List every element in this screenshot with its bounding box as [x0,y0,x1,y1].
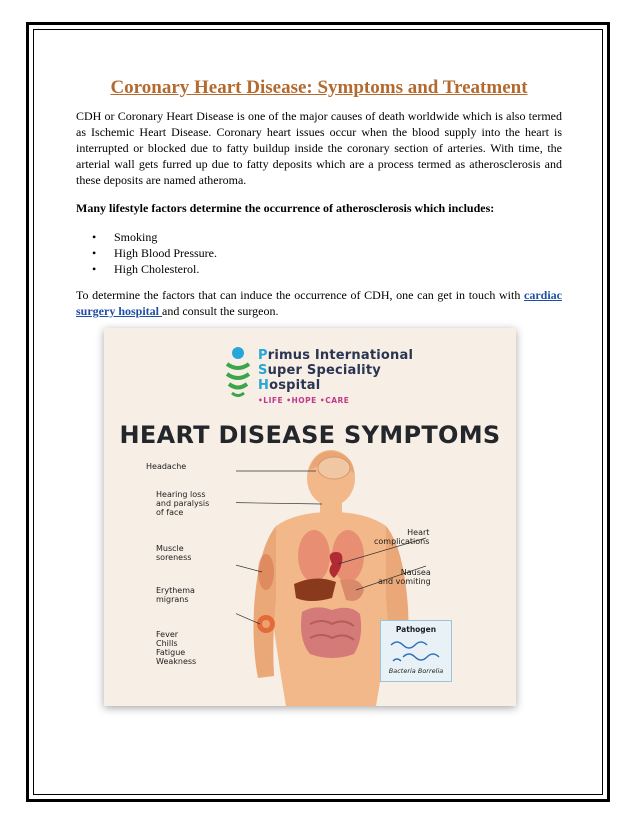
list-item: • High Blood Pressure. [86,245,217,261]
pathogen-caption: Bacteria Borrelia [388,667,444,675]
label-nausea-vomiting: Nausea and vomiting [378,568,431,586]
bacteria-icon [389,637,443,665]
cardiac-surgery-hospital-link[interactable]: cardiac surgery hospital [76,288,562,318]
label-heart-complications: Heart complications [374,528,430,546]
consult-text-before: To determine the factors that can induce the occurrence of CDH, one can get in touch with [76,288,524,302]
consult-text-after: and consult the surgeon. [162,304,279,318]
heart-disease-infographic [104,328,516,706]
label-erythema-migrans: Erythema migrans [156,586,195,604]
logo-tagline: •LIFE •HOPE •CARE [258,396,350,405]
consult-paragraph [76,287,562,319]
logo-line-3: Hospital [258,378,321,393]
list-item: • Smoking [86,229,217,245]
logo-line-2: Super Speciality [258,363,381,378]
pathogen-box [380,620,452,682]
document-title: Coronary Heart Disease: Symptoms and Treatment [110,77,528,98]
hospital-logo-mark-icon [224,346,252,402]
label-fever-list: Fever Chills Fatigue Weakness [156,630,197,666]
pathogen-title: Pathogen [395,625,437,634]
label-hearing-loss: Hearing loss and paralysis of face [156,490,210,517]
infographic-heading: HEART DISEASE SYMPTOMS [119,421,501,449]
hospital-logo [224,346,424,416]
list-item: • High Cholesterol. [86,261,217,277]
intro-paragraph: CDH or Coronary Heart Disease is one of the major causes of death worldwide which is also termed as Ischemic Heart Disease. Coronary heart issues occur when the blood supply into the heart is interrupted or blocked due to fatty buildup inside the coronary section of arteries. With time, the arterial wall gets furred up due to fatty deposits which are a process termed as atherosclerosis and these deposits are named atheroma. [76,109,562,187]
risk-factor-list [86,229,217,277]
logo-line-1: Primus International [258,348,414,363]
label-headache: Headache [146,462,187,471]
lifestyle-factors-heading: Many lifestyle factors determine the occurrence of atherosclerosis which includes: [76,201,495,215]
label-muscle-soreness: Muscle soreness [156,544,192,562]
